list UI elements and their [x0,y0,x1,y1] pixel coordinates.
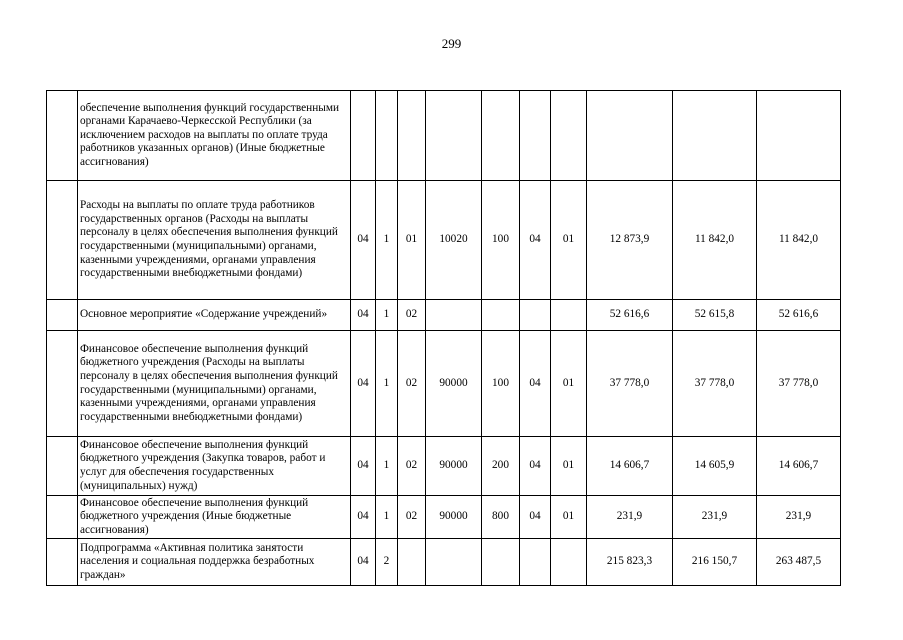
ministry-code-cell: 04 [351,539,376,586]
expense-type-cell: 800 [482,496,520,539]
amount-year3-cell [757,91,841,181]
table-row [47,331,841,437]
section-cell [520,300,551,331]
ministry-code-cell: 04 [351,300,376,331]
section-cell: 04 [520,181,551,300]
description-cell: Финансовое обеспечение выполнения функций бюджетного учреждения (Расходы на выплаты персоналу в целях обеспечения выполнения функций государственными (муниципальными) органами, казенными учреждениями, органами управления государственными внебюджетными фондами) [78,331,351,437]
description-cell: Расходы на выплаты по оплате труда работников государственных органов (Расходы на выплаты персоналу в целях обеспечения выполнения функций государственными (муниципальными) органами, казенными учреждениями, органами управления государственными внебюджетными фондами) [78,181,351,300]
event-code-cell: 02 [398,437,426,496]
table-row [47,437,841,496]
description-cell: Финансовое обеспечение выполнения функций бюджетного учреждения (Закупка товаров, работ и услуг для обеспечения государственных (муниципальных) нужд) [78,437,351,496]
amount-year2-cell: 216 150,7 [673,539,757,586]
ministry-code-cell: 04 [351,437,376,496]
amount-year2-cell: 14 605,9 [673,437,757,496]
direction-code-cell: 90000 [426,496,482,539]
blank-cell [47,331,78,437]
subprogram-code-cell: 1 [376,181,398,300]
event-code-cell: 01 [398,181,426,300]
ministry-code-cell: 04 [351,181,376,300]
budget-table [46,90,841,586]
amount-year3-cell: 52 616,6 [757,300,841,331]
amount-year1-cell: 12 873,9 [587,181,673,300]
table-row [47,496,841,539]
blank-cell [47,496,78,539]
amount-year3-cell: 263 487,5 [757,539,841,586]
section-cell [520,91,551,181]
event-code-cell: 02 [398,496,426,539]
subprogram-code-cell: 1 [376,496,398,539]
section-cell [520,539,551,586]
event-code-cell [398,539,426,586]
expense-type-cell: 200 [482,437,520,496]
direction-code-cell: 10020 [426,181,482,300]
description-cell: Основное мероприятие «Содержание учреждений» [78,300,351,331]
amount-year1-cell: 215 823,3 [587,539,673,586]
direction-code-cell [426,300,482,331]
table-row [47,539,841,586]
direction-code-cell: 90000 [426,331,482,437]
subsection-cell [551,539,587,586]
direction-code-cell [426,539,482,586]
event-code-cell [398,91,426,181]
page-number: 299 [441,36,462,51]
ministry-code-cell [351,91,376,181]
table-body [47,91,841,586]
direction-code-cell [426,91,482,181]
table-row [47,181,841,300]
blank-cell [47,437,78,496]
section-cell: 04 [520,437,551,496]
amount-year2-cell: 11 842,0 [673,181,757,300]
section-cell: 04 [520,331,551,437]
blank-cell [47,181,78,300]
amount-year2-cell: 231,9 [673,496,757,539]
amount-year1-cell: 14 606,7 [587,437,673,496]
table-row [47,91,841,181]
description-cell: Финансовое обеспечение выполнения функций бюджетного учреждения (Иные бюджетные ассигнования) [78,496,351,539]
amount-year3-cell: 11 842,0 [757,181,841,300]
blank-cell [47,300,78,331]
expense-type-cell: 100 [482,331,520,437]
subsection-cell: 01 [551,331,587,437]
description-cell: обеспечение выполнения функций государственными органами Карачаево-Черкесской Республики (за исключением расходов на выплаты по оплате труда работников указанных органов) (Иные бюджетные ассигнования) [78,91,351,181]
subprogram-code-cell [376,91,398,181]
subprogram-code-cell: 1 [376,437,398,496]
subsection-cell [551,300,587,331]
expense-type-cell [482,300,520,331]
expense-type-cell [482,91,520,181]
amount-year3-cell: 37 778,0 [757,331,841,437]
amount-year3-cell: 14 606,7 [757,437,841,496]
amount-year2-cell [673,91,757,181]
amount-year3-cell: 231,9 [757,496,841,539]
section-cell: 04 [520,496,551,539]
expense-type-cell [482,539,520,586]
amount-year1-cell [587,91,673,181]
ministry-code-cell: 04 [351,331,376,437]
blank-cell [47,91,78,181]
subsection-cell: 01 [551,181,587,300]
amount-year1-cell: 37 778,0 [587,331,673,437]
amount-year2-cell: 37 778,0 [673,331,757,437]
expense-type-cell: 100 [482,181,520,300]
subprogram-code-cell: 2 [376,539,398,586]
direction-code-cell: 90000 [426,437,482,496]
amount-year1-cell: 52 616,6 [587,300,673,331]
blank-cell [47,539,78,586]
ministry-code-cell: 04 [351,496,376,539]
subsection-cell [551,91,587,181]
subprogram-code-cell: 1 [376,331,398,437]
subsection-cell: 01 [551,496,587,539]
event-code-cell: 02 [398,300,426,331]
event-code-cell: 02 [398,331,426,437]
amount-year2-cell: 52 615,8 [673,300,757,331]
table-row [47,300,841,331]
description-cell: Подпрограмма «Активная политика занятости населения и социальная поддержка безработных граждан» [78,539,351,586]
amount-year1-cell: 231,9 [587,496,673,539]
subsection-cell: 01 [551,437,587,496]
subprogram-code-cell: 1 [376,300,398,331]
